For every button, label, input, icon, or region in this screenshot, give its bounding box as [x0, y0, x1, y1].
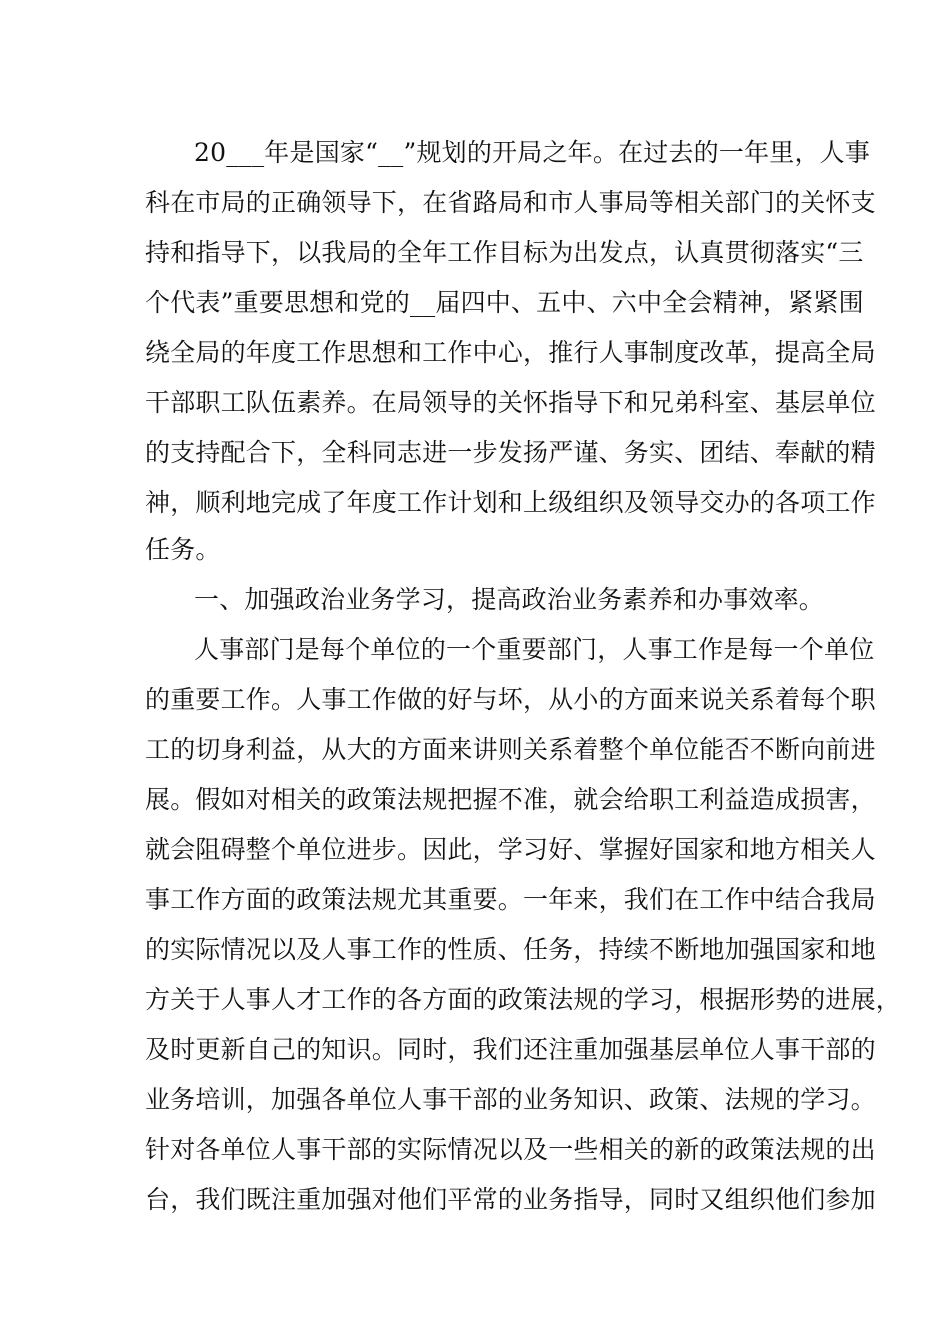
text-line: 的实际情况以及人事工作的性质、任务，持续不断地加强国家和地 [145, 935, 876, 964]
text-line: 的重要工作。人事工作做的好与坏，从小的方面来说关系着每个职 [145, 685, 876, 714]
text-line: 科在市局的正确领导下，在省路局和市人事局等相关部门的关怀支 [145, 188, 876, 217]
text-line: 神，顺利地完成了年度工作计划和上级组织及领导交办的各项工作 [145, 488, 876, 517]
text-line: 事工作方面的政策法规尤其重要。一年来，我们在工作中结合我局 [145, 885, 876, 914]
text-line: 持和指导下，以我局的全年工作目标为出发点，认真贯彻落实“三 [145, 238, 864, 267]
text-line: 的支持配合下，全科同志进一步发扬严谨、务实、团结、奉献的精 [145, 438, 876, 467]
text-line: 绕全局的年度工作思想和工作中心，推行人事制度改革，提高全局 [145, 338, 876, 367]
text-line: 针对各单位人事干部的实际情况以及一些相关的新的政策法规的出 [145, 1135, 876, 1164]
text-line: 就会阻碍整个单位进步。因此，学习好、掌握好国家和地方相关人 [145, 835, 876, 864]
text-line: 方关于人事人才工作的各方面的政策法规的学习，根据形势的进展， [145, 985, 902, 1014]
text-line: 20___年是国家“__”规划的开局之年。在过去的一年里，人事 [194, 138, 871, 167]
text-line: 台，我们既注重加强对他们平常的业务指导，同时又组织他们参加 [145, 1185, 876, 1214]
text-line: 人事部门是每个单位的一个重要部门，人事工作是每一个单位 [194, 635, 875, 664]
text-line: 干部职工队伍素养。在局领导的关怀指导下和兄弟科室、基层单位 [145, 388, 876, 417]
text-line: 个代表”重要思想和党的__届四中、五中、六中全会精神，紧紧围 [145, 288, 864, 317]
text-line: 任务。 [145, 535, 221, 564]
text-line: 及时更新自己的知识。同时，我们还注重加强基层单位人事干部的 [145, 1035, 876, 1064]
text-line: 业务培训，加强各单位人事干部的业务知识、政策、法规的学习。 [145, 1085, 876, 1114]
section-heading: 一、加强政治业务学习，提高政治业务素养和办事效率。 [194, 585, 825, 614]
text-line: 工的切身利益，从大的方面来讲则关系着整个单位能否不断向前进 [145, 735, 876, 764]
text-line: 展。假如对相关的政策法规把握不准，就会给职工利益造成损害， [145, 785, 876, 814]
